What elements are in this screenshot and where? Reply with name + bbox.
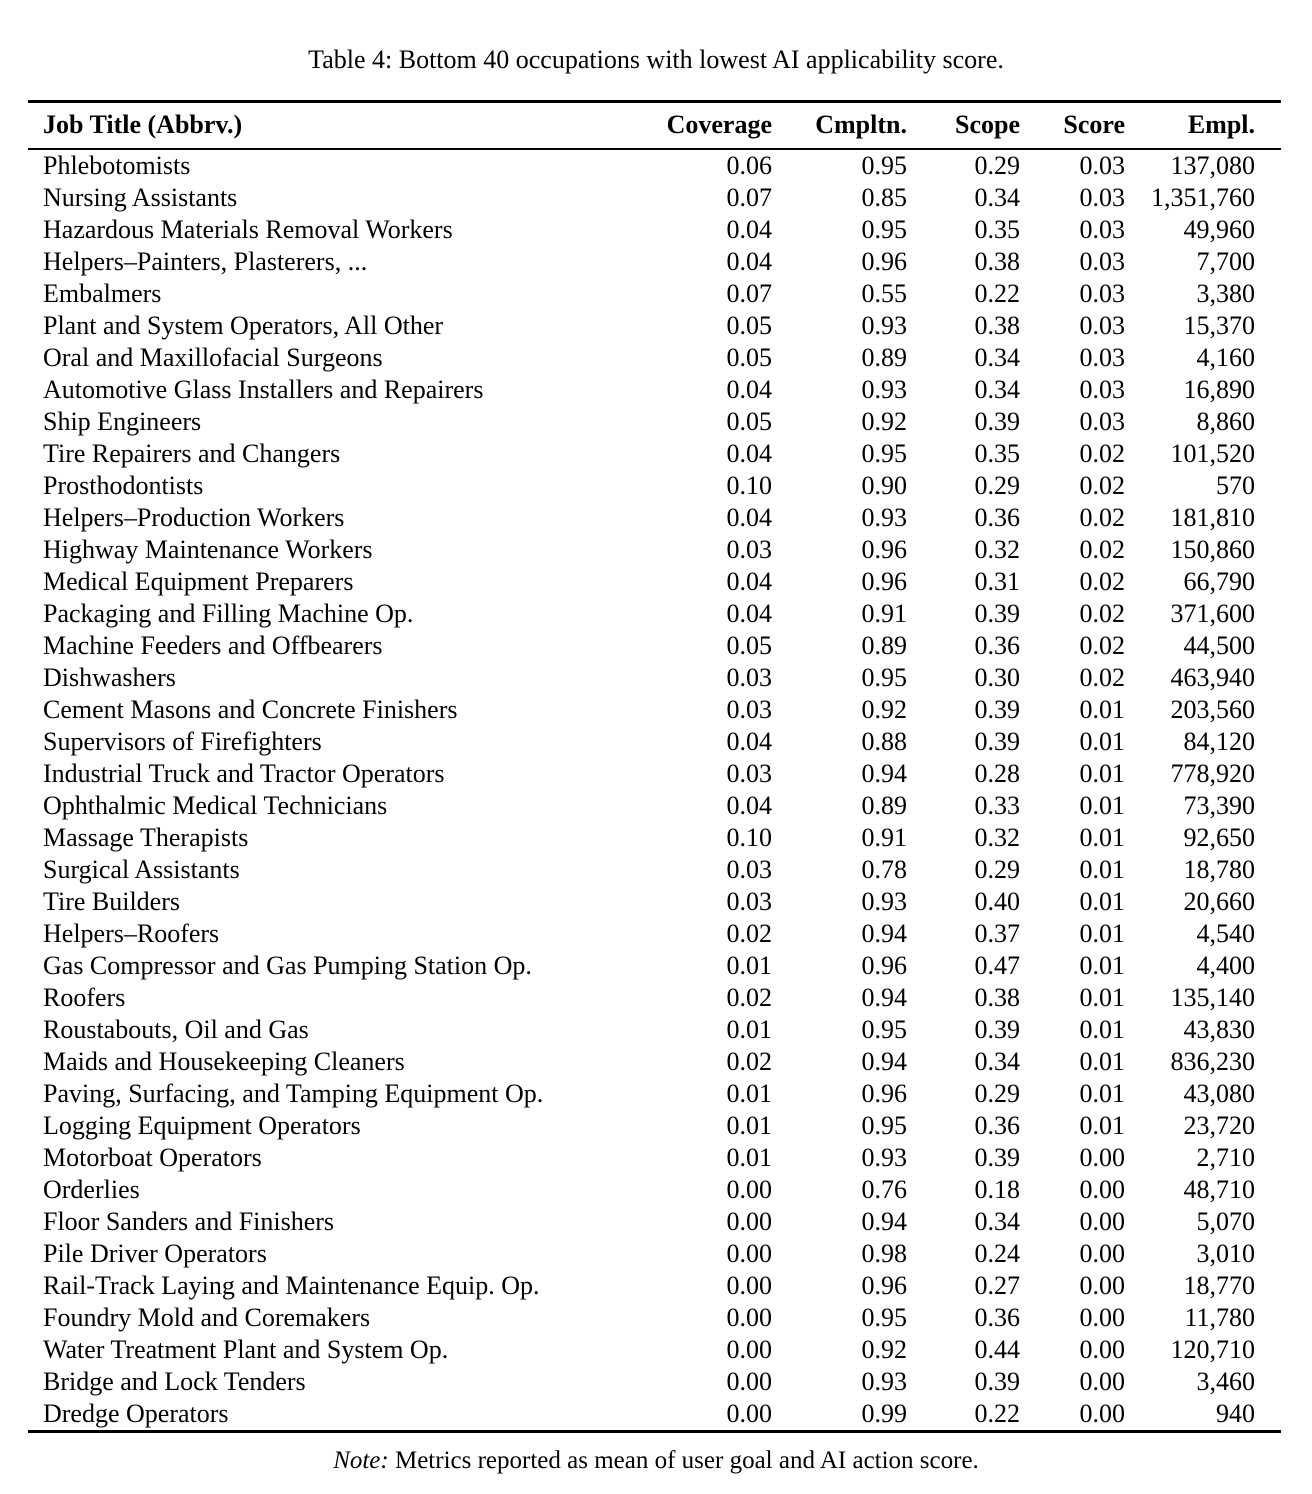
table-row [28, 1366, 1281, 1398]
coverage-cell: 0.07 [726, 182, 772, 212]
scope-cell: 0.38 [974, 246, 1020, 276]
table-row [28, 1206, 1281, 1238]
job-title-cell: Bridge and Lock Tenders [43, 1366, 306, 1396]
job-title-cell: Tire Builders [43, 886, 180, 916]
scope-cell: 0.39 [974, 1142, 1020, 1172]
completion-cell: 0.88 [861, 726, 907, 756]
employment-cell: 570 [1216, 470, 1255, 500]
employment-cell: 463,940 [1170, 662, 1255, 692]
scope-cell: 0.33 [974, 790, 1020, 820]
completion-cell: 0.96 [861, 566, 907, 596]
coverage-cell: 0.03 [726, 886, 772, 916]
coverage-cell: 0.04 [726, 438, 772, 468]
employment-cell: 940 [1216, 1398, 1255, 1428]
scope-cell: 0.34 [974, 182, 1020, 212]
coverage-cell: 0.03 [726, 758, 772, 788]
completion-cell: 0.93 [861, 1366, 907, 1396]
completion-cell: 0.94 [861, 1046, 907, 1076]
scope-cell: 0.38 [974, 982, 1020, 1012]
score-cell: 0.00 [1079, 1366, 1125, 1396]
employment-cell: 137,080 [1170, 150, 1255, 180]
job-title-cell: Foundry Mold and Coremakers [43, 1302, 371, 1332]
job-title-cell: Embalmers [43, 278, 162, 308]
coverage-cell: 0.01 [726, 1014, 772, 1044]
completion-cell: 0.93 [861, 502, 907, 532]
coverage-cell: 0.00 [726, 1206, 772, 1236]
job-title-cell: Dredge Operators [43, 1398, 229, 1428]
completion-cell: 0.95 [861, 1302, 907, 1332]
completion-cell: 0.95 [861, 662, 907, 692]
job-title-cell: Automotive Glass Installers and Repairers [43, 374, 484, 404]
scope-cell: 0.24 [974, 1238, 1020, 1268]
completion-cell: 0.94 [861, 982, 907, 1012]
scope-cell: 0.39 [974, 1366, 1020, 1396]
job-title-cell: Oral and Maxillofacial Surgeons [43, 342, 383, 372]
completion-cell: 0.99 [861, 1398, 907, 1428]
coverage-cell: 0.04 [726, 598, 772, 628]
table-row [28, 1014, 1281, 1046]
completion-cell: 0.90 [861, 470, 907, 500]
table-row [28, 406, 1281, 438]
table-row [28, 1270, 1281, 1302]
job-title-cell: Phlebotomists [43, 150, 191, 180]
table-row [28, 502, 1281, 534]
employment-cell: 778,920 [1170, 758, 1255, 788]
completion-cell: 0.96 [861, 1270, 907, 1300]
table-row [28, 1398, 1281, 1432]
coverage-cell: 0.00 [726, 1270, 772, 1300]
completion-cell: 0.93 [861, 1142, 907, 1172]
note-text: Metrics reported as mean of user goal and AI action score. [388, 1446, 979, 1474]
employment-cell: 84,120 [1183, 726, 1255, 756]
score-cell: 0.00 [1079, 1238, 1125, 1268]
job-title-cell: Pile Driver Operators [43, 1238, 267, 1268]
table-row [28, 726, 1281, 758]
employment-cell: 4,160 [1196, 342, 1255, 372]
score-cell: 0.00 [1079, 1270, 1125, 1300]
coverage-cell: 0.00 [726, 1334, 772, 1364]
scope-cell: 0.39 [974, 1014, 1020, 1044]
coverage-cell: 0.03 [726, 534, 772, 564]
scope-cell: 0.40 [974, 886, 1020, 916]
score-cell: 0.01 [1079, 1014, 1125, 1044]
table-row [28, 566, 1281, 598]
employment-cell: 43,830 [1183, 1014, 1255, 1044]
coverage-cell: 0.10 [726, 470, 772, 500]
employment-cell: 8,860 [1196, 406, 1255, 436]
job-title-cell: Roustabouts, Oil and Gas [43, 1014, 309, 1044]
coverage-cell: 0.10 [726, 822, 772, 852]
score-cell: 0.00 [1079, 1142, 1125, 1172]
score-cell: 0.02 [1079, 598, 1125, 628]
completion-cell: 0.89 [861, 630, 907, 660]
employment-cell: 23,720 [1183, 1110, 1255, 1140]
coverage-cell: 0.05 [726, 630, 772, 660]
score-cell: 0.01 [1079, 982, 1125, 1012]
job-title-cell: Maids and Housekeeping Cleaners [43, 1046, 405, 1076]
coverage-cell: 0.01 [726, 950, 772, 980]
table-header [28, 102, 1281, 149]
col-header-job-title: Job Title (Abbrv.) [43, 110, 243, 140]
completion-cell: 0.95 [861, 150, 907, 180]
completion-cell: 0.96 [861, 1078, 907, 1108]
job-title-cell: Dishwashers [43, 662, 176, 692]
completion-cell: 0.94 [861, 758, 907, 788]
completion-cell: 0.94 [861, 1206, 907, 1236]
scope-cell: 0.22 [974, 278, 1020, 308]
coverage-cell: 0.05 [726, 342, 772, 372]
completion-cell: 0.95 [861, 438, 907, 468]
table-row [28, 950, 1281, 982]
job-title-cell: Helpers–Production Workers [43, 502, 345, 532]
score-cell: 0.01 [1079, 790, 1125, 820]
table-row [28, 886, 1281, 918]
employment-cell: 18,780 [1183, 854, 1255, 884]
completion-cell: 0.96 [861, 950, 907, 980]
coverage-cell: 0.01 [726, 1078, 772, 1108]
employment-cell: 203,560 [1170, 694, 1255, 724]
table-row [28, 790, 1281, 822]
score-cell: 0.01 [1079, 886, 1125, 916]
table-note [0, 1446, 1312, 1476]
score-cell: 0.02 [1079, 566, 1125, 596]
score-cell: 0.01 [1079, 694, 1125, 724]
table-row [28, 438, 1281, 470]
score-cell: 0.03 [1079, 406, 1125, 436]
col-header-employment: Empl. [1187, 110, 1255, 140]
scope-cell: 0.29 [974, 470, 1020, 500]
table-row [28, 246, 1281, 278]
table-row [28, 758, 1281, 790]
coverage-cell: 0.01 [726, 1142, 772, 1172]
col-header-score: Score [1063, 110, 1125, 140]
score-cell: 0.03 [1079, 310, 1125, 340]
coverage-cell: 0.03 [726, 694, 772, 724]
job-title-cell: Helpers–Roofers [43, 918, 220, 948]
completion-cell: 0.93 [861, 310, 907, 340]
job-title-cell: Rail-Track Laying and Maintenance Equip. Op. [43, 1270, 540, 1300]
score-cell: 0.01 [1079, 1110, 1125, 1140]
coverage-cell: 0.06 [726, 150, 772, 180]
job-title-cell: Surgical Assistants [43, 854, 240, 884]
employment-cell: 4,540 [1196, 918, 1255, 948]
table-row [28, 662, 1281, 694]
table-row [28, 1334, 1281, 1366]
completion-cell: 0.95 [861, 1014, 907, 1044]
table-row [28, 854, 1281, 886]
scope-cell: 0.27 [974, 1270, 1020, 1300]
score-cell: 0.01 [1079, 822, 1125, 852]
completion-cell: 0.89 [861, 342, 907, 372]
employment-cell: 836,230 [1170, 1046, 1255, 1076]
coverage-cell: 0.03 [726, 662, 772, 692]
table-row [28, 598, 1281, 630]
job-title-cell: Hazardous Materials Removal Workers [43, 214, 453, 244]
completion-cell: 0.93 [861, 886, 907, 916]
completion-cell: 0.95 [861, 214, 907, 244]
scope-cell: 0.38 [974, 310, 1020, 340]
col-header-scope: Scope [955, 110, 1020, 140]
job-title-cell: Cement Masons and Concrete Finishers [43, 694, 458, 724]
completion-cell: 0.95 [861, 1110, 907, 1140]
table-row [28, 982, 1281, 1014]
scope-cell: 0.34 [974, 342, 1020, 372]
job-title-cell: Tire Repairers and Changers [43, 438, 341, 468]
score-cell: 0.03 [1079, 214, 1125, 244]
score-cell: 0.00 [1079, 1334, 1125, 1364]
job-title-cell: Massage Therapists [43, 822, 249, 852]
coverage-cell: 0.00 [726, 1238, 772, 1268]
score-cell: 0.00 [1079, 1302, 1125, 1332]
score-cell: 0.03 [1079, 182, 1125, 212]
scope-cell: 0.44 [974, 1334, 1020, 1364]
employment-cell: 150,860 [1170, 534, 1255, 564]
job-title-cell: Highway Maintenance Workers [43, 534, 373, 564]
coverage-cell: 0.04 [726, 374, 772, 404]
col-header-completion: Cmpltn. [815, 110, 907, 140]
completion-cell: 0.94 [861, 918, 907, 948]
table-row [28, 918, 1281, 950]
scope-cell: 0.29 [974, 1078, 1020, 1108]
score-cell: 0.03 [1079, 342, 1125, 372]
scope-cell: 0.29 [974, 150, 1020, 180]
completion-cell: 0.96 [861, 246, 907, 276]
table-row [28, 1174, 1281, 1206]
table-row [28, 149, 1281, 182]
score-cell: 0.03 [1079, 278, 1125, 308]
score-cell: 0.01 [1079, 726, 1125, 756]
scope-cell: 0.32 [974, 822, 1020, 852]
employment-cell: 11,780 [1184, 1302, 1255, 1332]
employment-cell: 20,660 [1183, 886, 1255, 916]
employment-cell: 1,351,760 [1151, 182, 1255, 212]
table-row [28, 470, 1281, 502]
completion-cell: 0.96 [861, 534, 907, 564]
coverage-cell: 0.04 [726, 726, 772, 756]
score-cell: 0.02 [1079, 630, 1125, 660]
completion-cell: 0.92 [861, 694, 907, 724]
scope-cell: 0.36 [974, 1302, 1020, 1332]
scope-cell: 0.29 [974, 854, 1020, 884]
completion-cell: 0.55 [861, 278, 907, 308]
table-row [28, 822, 1281, 854]
employment-cell: 4,400 [1196, 950, 1255, 980]
job-title-cell: Medical Equipment Preparers [43, 566, 354, 596]
score-cell: 0.00 [1079, 1398, 1125, 1428]
scope-cell: 0.37 [974, 918, 1020, 948]
score-cell: 0.02 [1079, 662, 1125, 692]
employment-cell: 2,710 [1196, 1142, 1255, 1172]
job-title-cell: Ship Engineers [43, 406, 202, 436]
employment-cell: 3,010 [1196, 1238, 1255, 1268]
employment-cell: 101,520 [1170, 438, 1255, 468]
table-row [28, 694, 1281, 726]
score-cell: 0.01 [1079, 918, 1125, 948]
score-cell: 0.02 [1079, 534, 1125, 564]
table-row [28, 1142, 1281, 1174]
completion-cell: 0.92 [861, 1334, 907, 1364]
job-title-cell: Prosthodontists [43, 470, 204, 500]
occupations-table [28, 100, 1281, 1433]
scope-cell: 0.22 [974, 1398, 1020, 1428]
coverage-cell: 0.00 [726, 1302, 772, 1332]
completion-cell: 0.78 [861, 854, 907, 884]
scope-cell: 0.39 [974, 406, 1020, 436]
scope-cell: 0.47 [974, 950, 1020, 980]
job-title-cell: Floor Sanders and Finishers [43, 1206, 335, 1236]
job-title-cell: Orderlies [43, 1174, 140, 1204]
score-cell: 0.00 [1079, 1174, 1125, 1204]
scope-cell: 0.39 [974, 598, 1020, 628]
coverage-cell: 0.01 [726, 1110, 772, 1140]
completion-cell: 0.93 [861, 374, 907, 404]
col-header-coverage: Coverage [666, 110, 772, 140]
job-title-cell: Gas Compressor and Gas Pumping Station Op. [43, 950, 532, 980]
employment-cell: 48,710 [1183, 1174, 1255, 1204]
scope-cell: 0.34 [974, 374, 1020, 404]
coverage-cell: 0.05 [726, 310, 772, 340]
employment-cell: 73,390 [1183, 790, 1255, 820]
score-cell: 0.01 [1079, 1046, 1125, 1076]
score-cell: 0.03 [1079, 374, 1125, 404]
completion-cell: 0.91 [861, 598, 907, 628]
job-title-cell: Industrial Truck and Tractor Operators [43, 758, 445, 788]
employment-cell: 3,380 [1196, 278, 1255, 308]
scope-cell: 0.35 [974, 438, 1020, 468]
job-title-cell: Logging Equipment Operators [43, 1110, 361, 1140]
table-row [28, 534, 1281, 566]
score-cell: 0.01 [1079, 1078, 1125, 1108]
coverage-cell: 0.00 [726, 1398, 772, 1428]
table-row [28, 1046, 1281, 1078]
scope-cell: 0.36 [974, 1110, 1020, 1140]
score-cell: 0.02 [1079, 502, 1125, 532]
table-row [28, 1238, 1281, 1270]
score-cell: 0.03 [1079, 246, 1125, 276]
employment-cell: 15,370 [1183, 310, 1255, 340]
score-cell: 0.00 [1079, 1206, 1125, 1236]
score-cell: 0.02 [1079, 438, 1125, 468]
table-row [28, 374, 1281, 406]
job-title-cell: Motorboat Operators [43, 1142, 262, 1172]
completion-cell: 0.98 [861, 1238, 907, 1268]
employment-cell: 120,710 [1170, 1334, 1255, 1364]
score-cell: 0.02 [1079, 470, 1125, 500]
job-title-cell: Supervisors of Firefighters [43, 726, 322, 756]
coverage-cell: 0.02 [726, 918, 772, 948]
job-title-cell: Nursing Assistants [43, 182, 238, 212]
job-title-cell: Water Treatment Plant and System Op. [43, 1334, 449, 1364]
job-title-cell: Paving, Surfacing, and Tamping Equipment Op. [43, 1078, 544, 1108]
job-title-cell: Packaging and Filling Machine Op. [43, 598, 414, 628]
coverage-cell: 0.04 [726, 790, 772, 820]
coverage-cell: 0.04 [726, 502, 772, 532]
table-row [28, 310, 1281, 342]
scope-cell: 0.35 [974, 214, 1020, 244]
score-cell: 0.01 [1079, 950, 1125, 980]
scope-cell: 0.31 [974, 566, 1020, 596]
job-title-cell: Plant and System Operators, All Other [43, 310, 444, 340]
employment-cell: 16,890 [1183, 374, 1255, 404]
table-row [28, 182, 1281, 214]
coverage-cell: 0.02 [726, 1046, 772, 1076]
employment-cell: 3,460 [1196, 1366, 1255, 1396]
completion-cell: 0.89 [861, 790, 907, 820]
score-cell: 0.03 [1079, 150, 1125, 180]
coverage-cell: 0.07 [726, 278, 772, 308]
coverage-cell: 0.03 [726, 854, 772, 884]
table-body [28, 149, 1281, 1432]
job-title-cell: Helpers–Painters, Plasterers, ... [43, 246, 368, 276]
score-cell: 0.01 [1079, 854, 1125, 884]
completion-cell: 0.92 [861, 406, 907, 436]
employment-cell: 43,080 [1183, 1078, 1255, 1108]
table-row [28, 630, 1281, 662]
employment-cell: 181,810 [1170, 502, 1255, 532]
header-row [28, 102, 1281, 149]
scope-cell: 0.30 [974, 662, 1020, 692]
scope-cell: 0.36 [974, 630, 1020, 660]
employment-cell: 5,070 [1196, 1206, 1255, 1236]
table-row [28, 1302, 1281, 1334]
scope-cell: 0.32 [974, 534, 1020, 564]
job-title-cell: Roofers [43, 982, 126, 1012]
score-cell: 0.01 [1079, 758, 1125, 788]
completion-cell: 0.91 [861, 822, 907, 852]
employment-cell: 371,600 [1170, 598, 1255, 628]
coverage-cell: 0.02 [726, 982, 772, 1012]
coverage-cell: 0.04 [726, 214, 772, 244]
employment-cell: 135,140 [1170, 982, 1255, 1012]
completion-cell: 0.85 [861, 182, 907, 212]
job-title-cell: Machine Feeders and Offbearers [43, 630, 383, 660]
note-label: Note: [333, 1446, 389, 1474]
employment-cell: 92,650 [1183, 822, 1255, 852]
table-row [28, 278, 1281, 310]
scope-cell: 0.39 [974, 726, 1020, 756]
table-row [28, 342, 1281, 374]
scope-cell: 0.34 [974, 1206, 1020, 1236]
employment-cell: 44,500 [1183, 630, 1255, 660]
table-row [28, 1110, 1281, 1142]
completion-cell: 0.76 [861, 1174, 907, 1204]
scope-cell: 0.39 [974, 694, 1020, 724]
employment-cell: 18,770 [1183, 1270, 1255, 1300]
coverage-cell: 0.00 [726, 1174, 772, 1204]
coverage-cell: 0.00 [726, 1366, 772, 1396]
employment-cell: 49,960 [1183, 214, 1255, 244]
scope-cell: 0.36 [974, 502, 1020, 532]
job-title-cell: Ophthalmic Medical Technicians [43, 790, 388, 820]
table-caption: Table 4: Bottom 40 occupations with lowest AI applicability score. [308, 45, 1004, 74]
coverage-cell: 0.05 [726, 406, 772, 436]
table-row [28, 214, 1281, 246]
scope-cell: 0.18 [974, 1174, 1020, 1204]
employment-cell: 66,790 [1183, 566, 1255, 596]
coverage-cell: 0.04 [726, 246, 772, 276]
scope-cell: 0.34 [974, 1046, 1020, 1076]
table-row [28, 1078, 1281, 1110]
scope-cell: 0.28 [974, 758, 1020, 788]
coverage-cell: 0.04 [726, 566, 772, 596]
employment-cell: 7,700 [1196, 246, 1255, 276]
